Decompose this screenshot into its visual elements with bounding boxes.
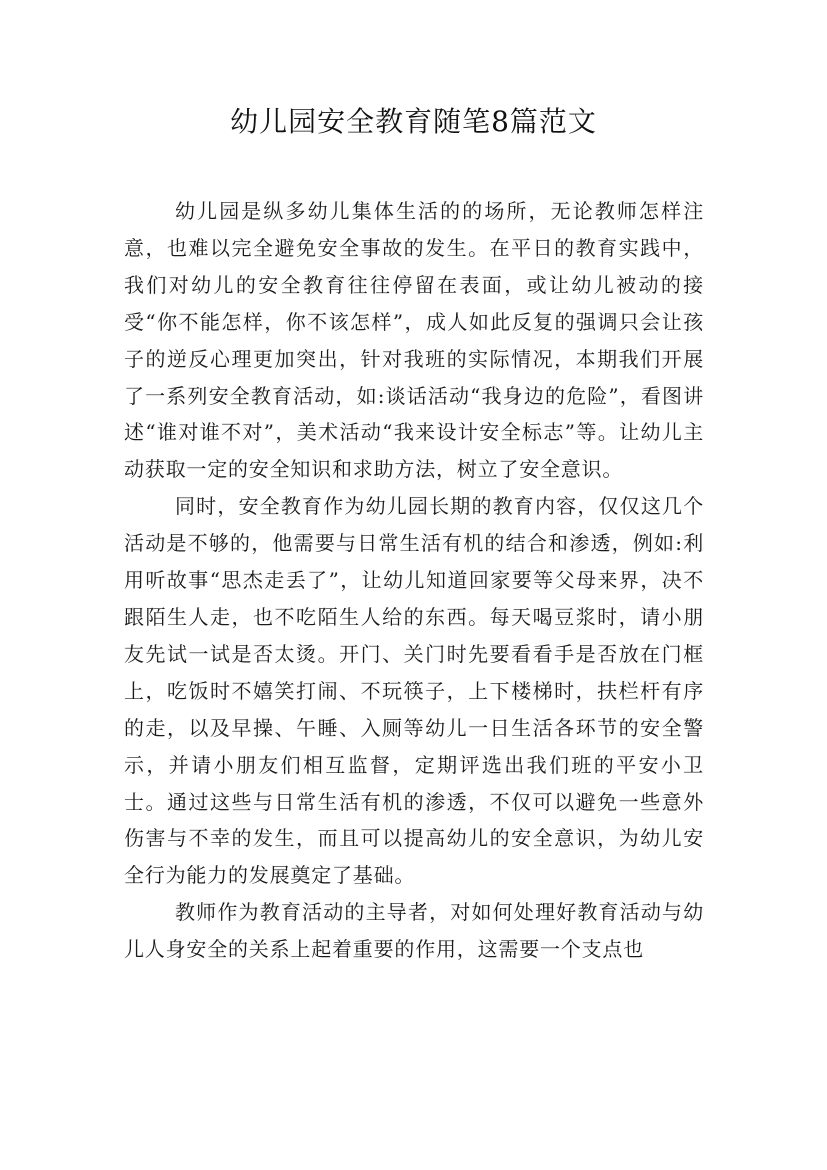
paragraph-2: 同时，安全教育作为幼儿园长期的教育内容，仅仅这几个活动是不够的，他需要与日常生活有机的结合和渗透，例如:利用听故事“思杰走丢了”，让幼儿知道回家要等父母来界，决不跟陌生人走，也不吃陌生人给的东西。每天喝豆浆时，请小朋友先试一试是否太烫。开门、关门时先要看看手是否放在门框上，吃饭时不嬉笑打闹、不玩筷子，上下楼梯时，扶栏杆有序的走，以及早操、午睡、入厕等幼儿一日生活各环节的安全警示，并请小朋友们相互监督，定期评选出我们班的平安小卫士。通过这些与日常生活有机的渗透，不仅可以避免一些意外伤害与不幸的发生，而且可以提高幼儿的安全意识，为幼儿安全行为能力的发展奠定了基础。 <box>124 494 704 888</box>
paragraph-3: 教师作为教育活动的主导者，对如何处理好教育活动与幼儿人身安全的关系上起着重要的作用，这需要一个支点也 <box>124 900 704 962</box>
document-title: 幼儿园安全教育随笔8篇范文 <box>230 105 597 138</box>
document-body <box>124 193 704 968</box>
paragraph-1: 幼儿园是纵多幼儿集体生活的的场所，无论教师怎样注意，也难以完全避免安全事故的发生。在平日的教育实践中，我们对幼儿的安全教育往往停留在表面，或让幼儿被动的接受“你不能怎样，你不该怎样”，成人如此反复的强调只会让孩子的逆反心理更加突出，针对我班的实际情况，本期我们开展了一系列安全教育活动，如:谈话活动“我身边的危险”，看图讲述“谁对谁不对”，美术活动“我来设计安全标志”等。让幼儿主动获取一定的安全知识和求助方法，树立了安全意识。 <box>124 199 704 482</box>
